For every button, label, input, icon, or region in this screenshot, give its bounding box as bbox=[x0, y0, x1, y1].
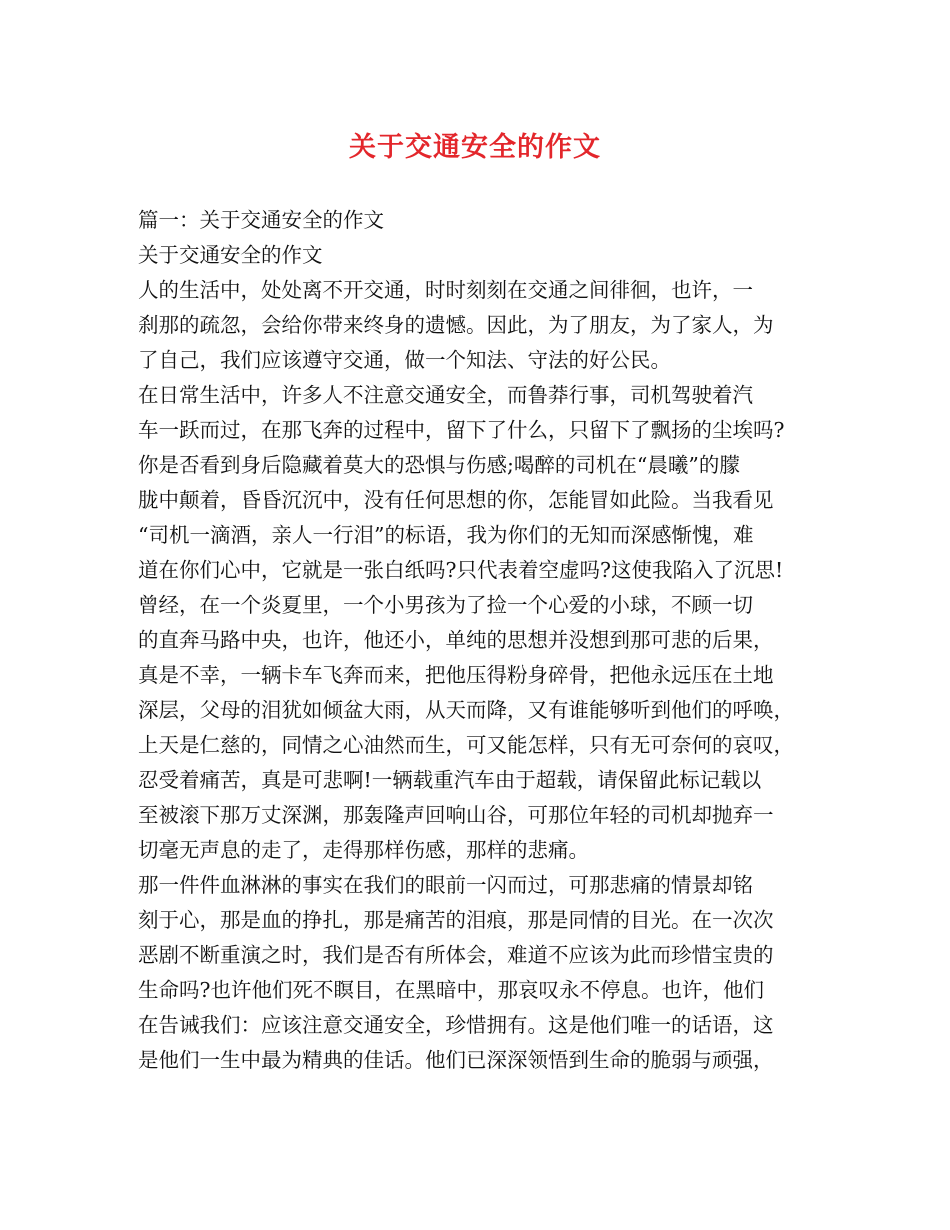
text-line: 生命吗?也许他们死不瞑目，在黑暗中，那哀叹永不停息。也许，他们 bbox=[138, 978, 764, 1002]
document-title: 关于交通安全的作文 bbox=[349, 132, 601, 163]
text-line: 车一跃而过，在那飞奔的过程中，留下了什么，只留下了飘扬的尘埃吗? bbox=[138, 418, 785, 442]
text-line: 在告诫我们：应该注意交通安全，珍惜拥有。这是他们唯一的话语，这 bbox=[138, 1013, 774, 1037]
text-line: 那一件件血淋淋的事实在我们的眼前一闪而过，可那悲痛的情景却铭 bbox=[138, 873, 753, 897]
text-line: “司机一滴酒，亲人一行泪”的标语，我为你们的无知而深感惭愧，难 bbox=[138, 523, 754, 547]
document-body bbox=[138, 203, 822, 1078]
text-line: 刹那的疏忽，会给你带来终身的遗憾。因此，为了朋友，为了家人，为 bbox=[138, 313, 774, 337]
text-line: 刻于心，那是血的挣扎，那是痛苦的泪痕，那是同情的目光。在一次次 bbox=[138, 908, 774, 932]
text-line: 真是不幸，一辆卡车飞奔而来，把他压得粉身碎骨，把他永远压在土地 bbox=[138, 663, 774, 687]
text-line: 恶剧不断重演之时，我们是否有所体会，难道不应该为此而珍惜宝贵的 bbox=[138, 943, 774, 967]
text-line: 是他们一生中最为精典的佳话。他们已深深领悟到生命的脆弱与顽强， bbox=[138, 1048, 774, 1072]
text-line: 道在你们心中，它就是一张白纸吗?只代表着空虚吗?这使我陷入了沉思! bbox=[138, 558, 784, 582]
text-line: 切毫无声息的走了，走得那样伤感，那样的悲痛。 bbox=[138, 838, 589, 862]
text-line: 胧中颠着，昏昏沉沉中，没有任何思想的你，怎能冒如此险。当我看见 bbox=[138, 488, 774, 512]
text-line: 在日常生活中，许多人不注意交通安全，而鲁莽行事，司机驾驶着汽 bbox=[138, 383, 753, 407]
text-line: 了自己，我们应该遵守交通，做一个知法、守法的好公民。 bbox=[138, 348, 671, 372]
text-line: 的直奔马路中央，也许，他还小，单纯的思想并没想到那可悲的后果， bbox=[138, 628, 774, 652]
text-line: 至被滚下那万丈深渊，那轰隆声回响山谷，可那位年轻的司机却抛弃一 bbox=[138, 803, 774, 827]
text-line: 上天是仁慈的，同情之心油然而生，可又能怎样，只有无可奈何的哀叹， bbox=[138, 733, 794, 757]
text-line: 忍受着痛苦，真是可悲啊!一辆载重汽车由于超载，请保留此标记载以 bbox=[138, 768, 762, 792]
text-line: 篇一：关于交通安全的作文 bbox=[138, 208, 384, 232]
text-line: 你是否看到身后隐藏着莫大的恐惧与伤感;喝醉的司机在“晨曦”的朦 bbox=[138, 453, 740, 477]
text-line: 人的生活中，处处离不开交通，时时刻刻在交通之间徘徊，也许，一 bbox=[138, 278, 753, 302]
text-line: 曾经，在一个炎夏里，一个小男孩为了捡一个心爱的小球，不顾一切 bbox=[138, 593, 753, 617]
text-line: 深层，父母的泪犹如倾盆大雨，从天而降，又有谁能够听到他们的呼唤， bbox=[138, 698, 794, 722]
text-line: 关于交通安全的作文 bbox=[138, 243, 323, 267]
